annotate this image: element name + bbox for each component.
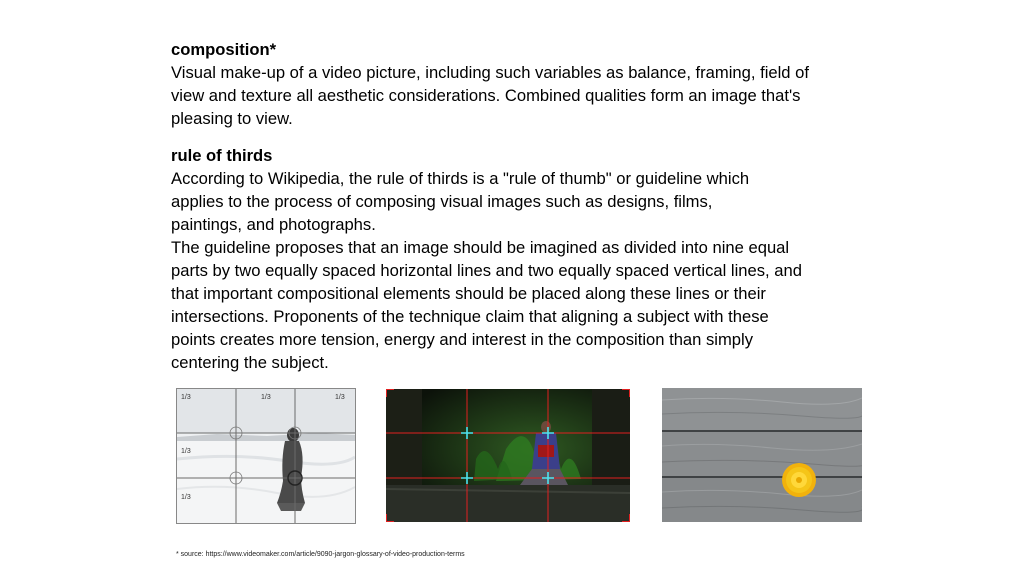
composition-term: composition*: [171, 40, 277, 59]
composition-line: view and texture all aesthetic considerations. Combined qualities form an image that's: [171, 86, 801, 105]
composition-line: pleasing to view.: [171, 109, 293, 128]
rule-of-thirds-term: rule of thirds: [171, 146, 273, 165]
rule-of-thirds-line: The guideline proposes that an image should be imagined as divided into nine equal: [171, 238, 790, 257]
game-thirds-screenshot: [386, 389, 630, 522]
thirds-label: 1/3: [261, 394, 271, 401]
thirds-label: 1/3: [335, 394, 345, 401]
thirds-label: 1/3: [181, 448, 191, 455]
rule-of-thirds-line: that important compositional elements should be placed along these lines or their: [171, 284, 766, 303]
snow-photo-graphic: [177, 389, 355, 523]
game-screenshot-graphic: [386, 389, 630, 522]
composition-line: Visual make-up of a video picture, including such variables as balance, framing, field of: [171, 63, 809, 82]
rule-of-thirds-line: parts by two equally spaced horizontal lines and two equally spaced vertical lines, and: [171, 261, 802, 280]
definitions-text: [171, 38, 871, 374]
rule-of-thirds-line: intersections. Proponents of the technique claim that aligning a subject with these: [171, 307, 769, 326]
source-footnote: * source: https://www.videomaker.com/article/9090-jargon-glossary-of-video-production-terms: [176, 551, 465, 558]
rule-of-thirds-line: points creates more tension, energy and interest in the composition than simply: [171, 330, 754, 349]
paragraph-gap: [171, 130, 871, 144]
rule-of-thirds-line: applies to the process of composing visual images such as designs, films,: [171, 192, 713, 211]
rule-of-thirds-line: paintings, and photographs.: [171, 215, 376, 234]
rule-of-thirds-line: According to Wikipedia, the rule of thirds is a "rule of thumb" or guideline which: [171, 169, 750, 188]
snow-thirds-photo: [176, 388, 356, 524]
thirds-label: 1/3: [181, 394, 191, 401]
rule-of-thirds-line: centering the subject.: [171, 353, 329, 372]
thirds-label: 1/3: [181, 494, 191, 501]
dandelion-wood-photo: [662, 388, 862, 522]
dandelion-photo-graphic: [662, 388, 862, 522]
